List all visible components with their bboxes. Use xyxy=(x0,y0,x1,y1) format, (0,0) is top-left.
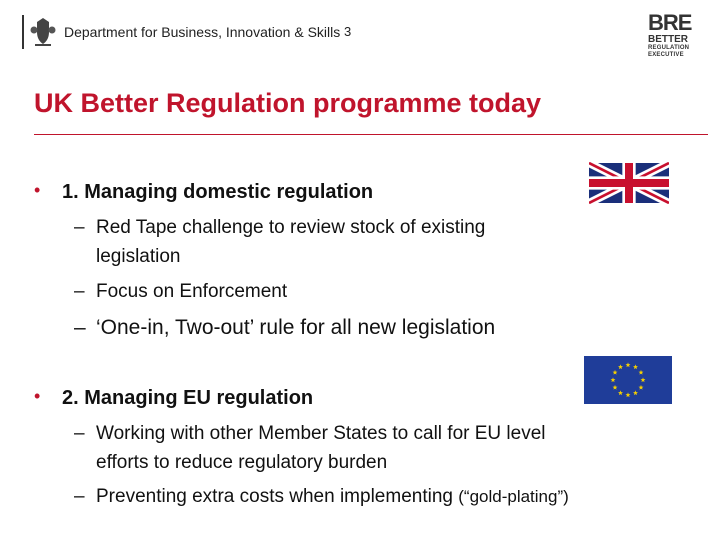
header-divider xyxy=(22,15,24,49)
slide-title: UK Better Regulation programme today xyxy=(34,88,542,118)
dash: – xyxy=(74,316,86,339)
item-text: Working with other Member States to call for EU level xyxy=(96,423,546,444)
item-text: ‘One-in, Two-out’ rule for all new legislation xyxy=(96,316,496,339)
section-1-item-3 xyxy=(74,316,496,340)
section-1-item-1 xyxy=(74,216,486,240)
section-2-item-2 xyxy=(74,485,569,509)
section-1-item-1-continued: legislation xyxy=(96,246,181,267)
department-name: Department for Business, Innovation & Skills xyxy=(64,24,341,40)
section-2-item-1-continued: efforts to reduce regulatory burden xyxy=(96,452,388,473)
eu-flag-icon xyxy=(584,356,672,404)
page-number: 3 xyxy=(344,24,352,39)
department-header xyxy=(22,14,340,50)
dash: – xyxy=(74,423,85,444)
bre-logo-line3: EXECUTIVE xyxy=(648,52,684,58)
bre-logo xyxy=(648,12,710,59)
item-text: Focus on Enforcement xyxy=(96,281,288,302)
union-jack-flag-icon xyxy=(589,162,669,204)
section-2-heading: 2. Managing EU regulation xyxy=(62,387,314,409)
section-1-heading: 1. Managing domestic regulation xyxy=(62,181,374,203)
bullet-dot: • xyxy=(34,386,41,406)
section-2-item-1 xyxy=(74,422,546,446)
royal-crest-icon xyxy=(30,16,56,48)
section-2-bullet xyxy=(34,386,40,407)
item-text: Red Tape challenge to review stock of existing xyxy=(96,217,486,238)
bre-logo-line1: BETTER xyxy=(648,34,688,45)
dash: – xyxy=(74,281,85,302)
bre-logo-line2: REGULATION xyxy=(648,45,690,51)
item-text: Preventing extra costs when implementing xyxy=(96,486,453,507)
title-underline xyxy=(34,134,708,135)
item-suffix: (“gold-plating”) xyxy=(458,487,569,506)
section-1-item-2 xyxy=(74,280,288,304)
section-1-bullet xyxy=(34,180,40,201)
dash: – xyxy=(74,486,85,507)
bre-logo-main: BRE xyxy=(648,10,692,35)
dash: – xyxy=(74,217,85,238)
bullet-dot: • xyxy=(34,180,41,200)
